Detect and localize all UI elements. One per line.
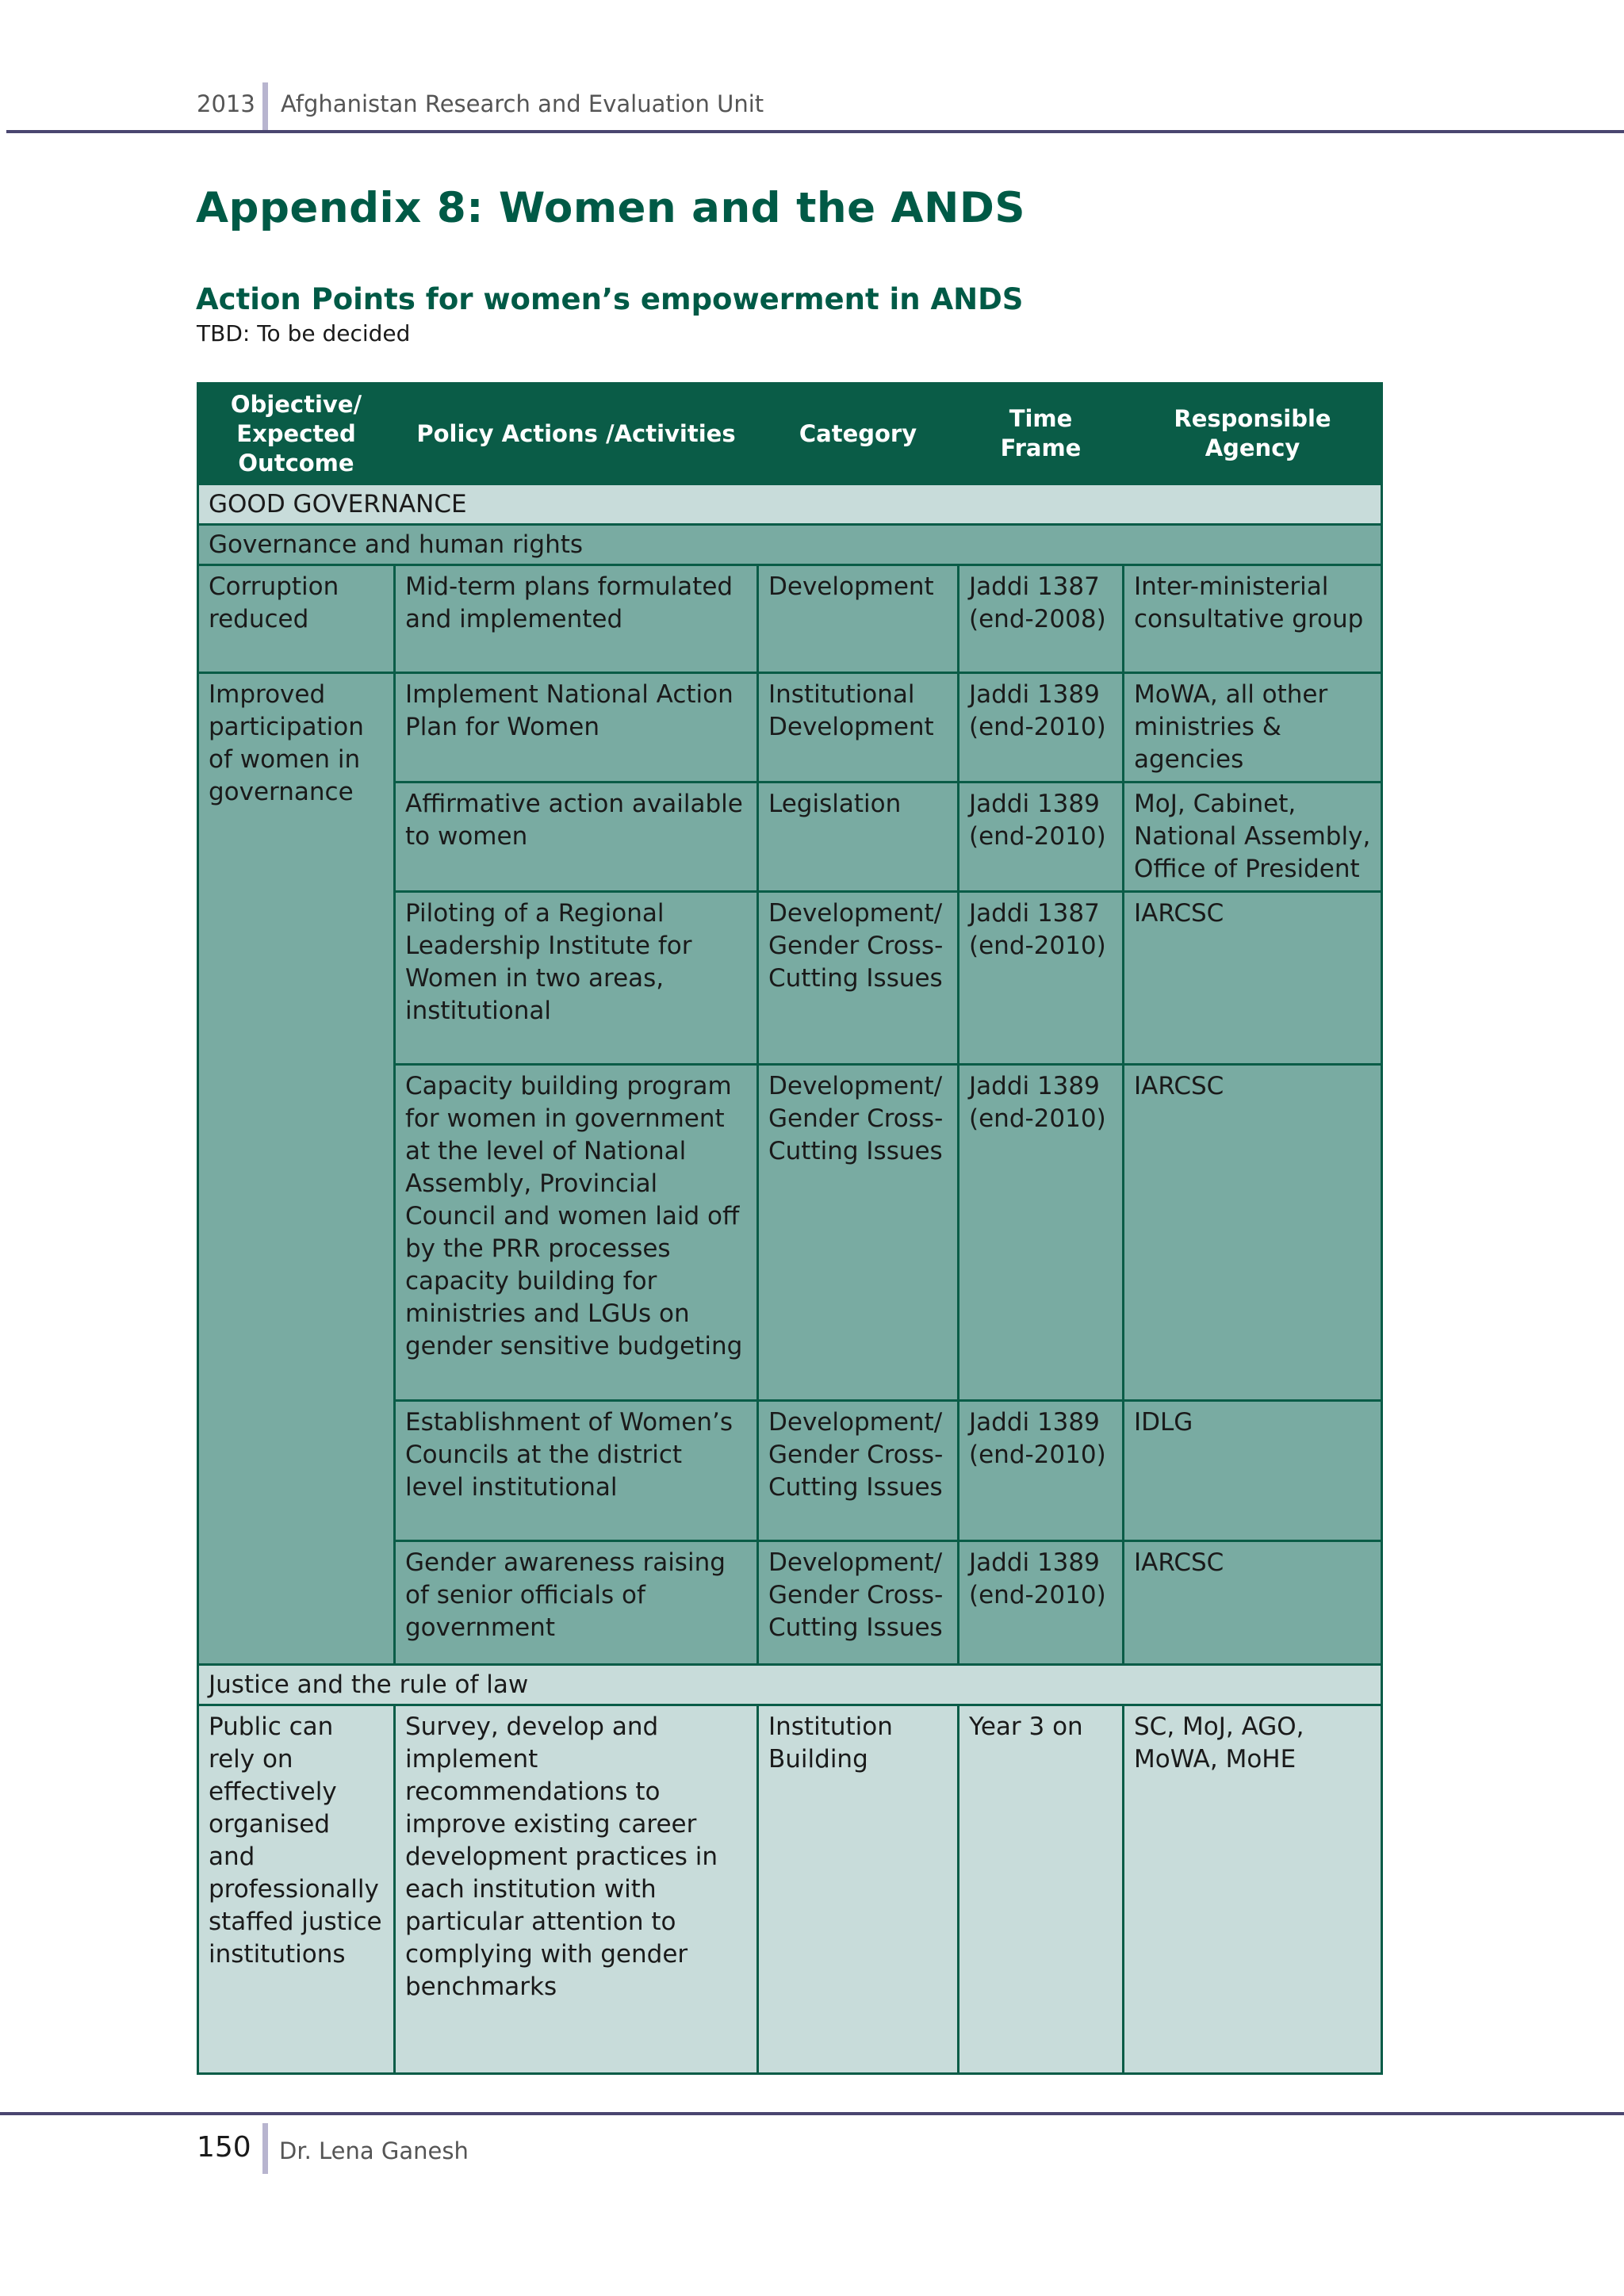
cell-category: Legislation [758,783,959,892]
subsection-governance: Governance and human rights [198,525,1382,565]
cell-policy: Affirmative action available to women [395,783,758,892]
cell-policy: Establishment of Women’s Councils at the district level institutional [395,1401,758,1541]
cell-objective: Improved participation of women in governance [198,673,395,1665]
section-good-governance: GOOD GOVERNANCE [198,484,1382,525]
header-organization: Afghanistan Research and Evaluation Unit [281,90,764,117]
cell-agency: MoWA, all other ministries & agencies [1124,673,1382,783]
header-category: Category [758,384,959,484]
cell-category: Institution Building [758,1705,959,2074]
subsection-justice: Justice and the rule of law [198,1665,1382,1705]
cell-category: Development/ Gender Cross-Cutting Issues [758,1065,959,1401]
table-row [198,673,1382,783]
cell-agency: IARCSC [1124,892,1382,1065]
cell-time-frame: Jaddi 1389 (end-2010) [959,1541,1124,1665]
cell-objective: Public can rely on effectively organised and professionally staffed justice institutions [198,1705,395,2074]
cell-policy: Piloting of a Regional Leadership Institute for Women in two areas, institutional [395,892,758,1065]
cell-time-frame: Jaddi 1387 (end-2008) [959,565,1124,673]
header-rule [6,130,1624,133]
cell-agency: MoJ, Cabinet, National Assembly, Office of President [1124,783,1382,892]
page-title: Appendix 8: Women and the ANDS [196,184,1026,232]
cell-agency: IDLG [1124,1401,1382,1541]
cell-time-frame: Jaddi 1389 (end-2010) [959,1401,1124,1541]
page-footer [0,2112,1624,2175]
footer-rule [0,2112,1624,2115]
header-time-frame: Time Frame [959,384,1124,484]
cell-time-frame: Jaddi 1389 (end-2010) [959,1065,1124,1401]
cell-policy: Gender awareness raising of senior officials of government [395,1541,758,1665]
cell-time-frame: Jaddi 1387 (end-2010) [959,892,1124,1065]
footer-author: Dr. Lena Ganesh [279,2137,469,2164]
header-year: 2013 [197,90,255,117]
table-row [198,565,1382,673]
cell-category: Development/ Gender Cross-Cutting Issues [758,892,959,1065]
header-divider [262,82,268,132]
cell-policy: Mid-term plans formulated and implemented [395,565,758,673]
header-agency: Responsible Agency [1124,384,1382,484]
cell-policy: Survey, develop and implement recommendations to improve existing career development practices in each institution with particular attention to complying with gender benchmarks [395,1705,758,2074]
section-title: Action Points for women’s empowerment in ANDS [196,282,1024,316]
cell-time-frame: Jaddi 1389 (end-2010) [959,673,1124,783]
header-objective: Objective/ Expected Outcome [198,384,395,484]
cell-time-frame: Year 3 on [959,1705,1124,2074]
subsection-row [198,525,1382,565]
subsection-row [198,1665,1382,1705]
cell-category: Development/ Gender Cross-Cutting Issues [758,1541,959,1665]
running-header [0,79,1624,133]
section-row [198,484,1382,525]
table-row [198,1705,1382,2074]
tbd-note: TBD: To be decided [197,320,411,346]
cell-agency: Inter-ministerial consultative group [1124,565,1382,673]
action-points-table-wrap [197,382,1381,2075]
cell-agency: IARCSC [1124,1065,1382,1401]
table-header-row [198,384,1382,484]
cell-policy: Implement National Action Plan for Women [395,673,758,783]
cell-policy: Capacity building program for women in government at the level of National Assembly, Provincial Council and women laid off by the PRR processes capacity building for ministries and LGUs on gender sensitive budgeting [395,1065,758,1401]
footer-divider [262,2123,268,2174]
action-points-table [197,382,1383,2075]
cell-agency: SC, MoJ, AGO, MoWA, MoHE [1124,1705,1382,2074]
cell-category: Development [758,565,959,673]
cell-objective: Corruption reduced [198,565,395,673]
cell-category: Institutional Development [758,673,959,783]
cell-category: Development/ Gender Cross-Cutting Issues [758,1401,959,1541]
cell-agency: IARCSC [1124,1541,1382,1665]
cell-time-frame: Jaddi 1389 (end-2010) [959,783,1124,892]
header-policy: Policy Actions /Activities [395,384,758,484]
page-number: 150 [197,2131,251,2164]
